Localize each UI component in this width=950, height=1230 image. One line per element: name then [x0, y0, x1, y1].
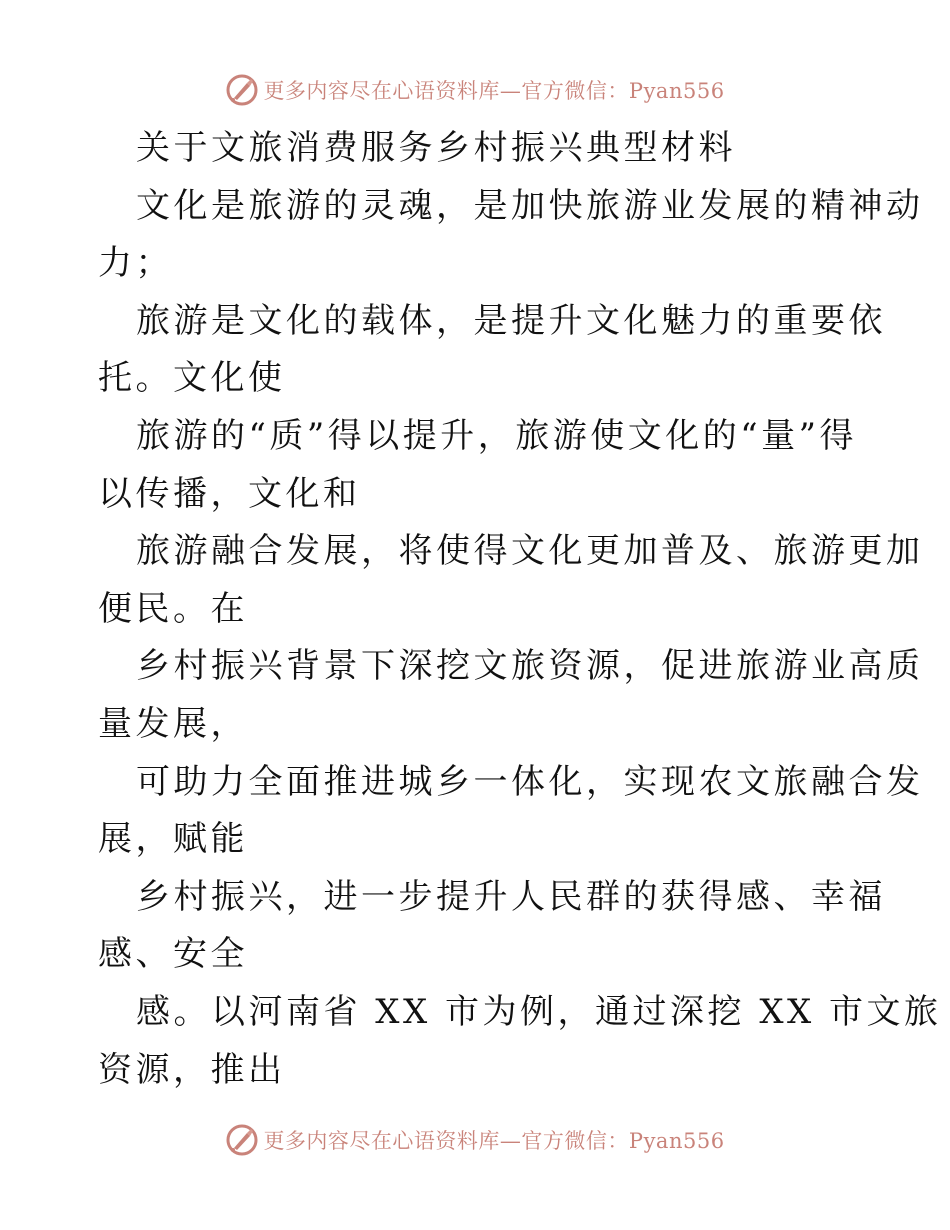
footer-banner-text: 更多内容尽在心语资料库—官方微信：Pyan556 — [263, 1129, 725, 1153]
text-line: 托。文化使 — [98, 358, 286, 399]
text-line: 文化是旅游的灵魂，是加快旅游业发展的精神动 — [136, 185, 924, 226]
footer-banner — [0, 1120, 950, 1160]
text-line: 便民。在 — [98, 588, 248, 629]
document-body — [98, 120, 942, 1099]
text-line: 量发展， — [98, 703, 248, 744]
header-banner — [0, 70, 950, 110]
text-line: 资源，推出 — [98, 1049, 286, 1090]
text-line: 感、安全 — [98, 934, 248, 975]
text-line: 旅游是文化的载体，是提升文化魅力的重要依 — [136, 300, 886, 341]
text-line: 乡村振兴背景下深挖文旅资源，促进旅游业高质 — [136, 646, 924, 687]
text-line: 旅游的“质”得以提升，旅游使文化的“量”得 — [136, 415, 858, 456]
text-line: 可助力全面推进城乡一体化，实现农文旅融合发 — [136, 761, 924, 802]
text-line: 乡村振兴，进一步提升人民群的获得感、幸福 — [136, 876, 886, 917]
pen-logo-icon — [225, 73, 259, 107]
text-line: 感。以河南省 XX 市为例，通过深挖 XX 市文旅 — [136, 991, 942, 1032]
text-line: 以传播，文化和 — [98, 473, 361, 514]
text-line: 旅游融合发展，将使得文化更加普及、旅游更加 — [136, 531, 924, 572]
pen-logo-icon — [225, 1123, 259, 1157]
header-banner-text: 更多内容尽在心语资料库—官方微信：Pyan556 — [263, 79, 725, 103]
text-line: 关于文旅消费服务乡村振兴典型材料 — [136, 128, 736, 168]
text-line: 展，赋能 — [98, 819, 248, 860]
text-line: 力； — [98, 243, 173, 284]
